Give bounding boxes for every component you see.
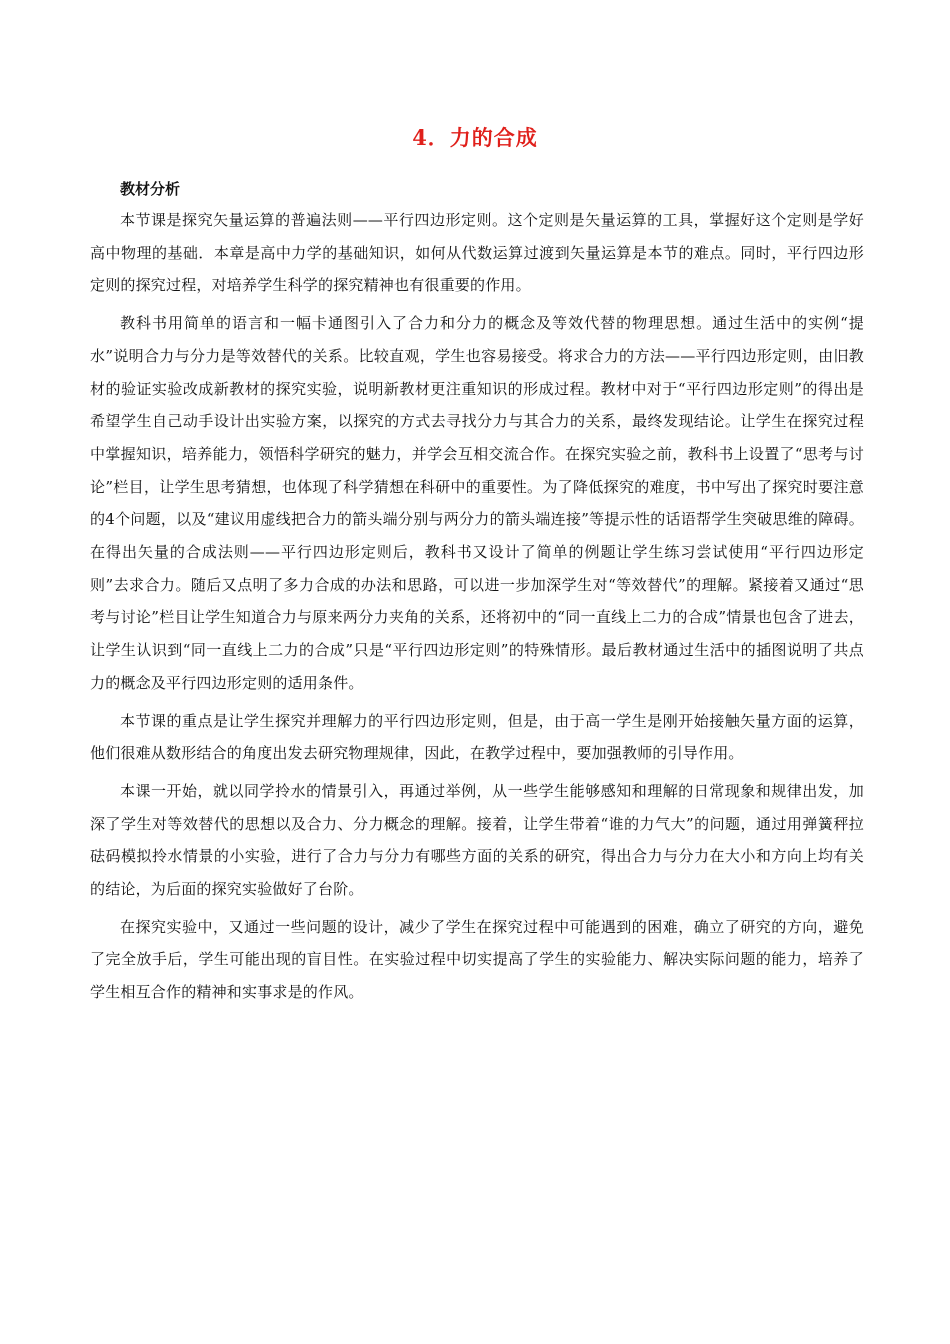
paragraph-4: 本课一开始，就以同学拎水的情景引入，再通过举例，从一些学生能够感知和理解的日常现象和规律出发，加深了学生对等效替代的思想以及合力、分力概念的理解。接着，让学生带着“谁的力气大”的问题，通过用弹簧秤拉砝码模拟拎水情景的小实验，进行了合力与分力有哪些方面的关系的研究，得出合力与分力在大小和方向上均有关的结论，为后面的探究实验做好了台阶。 — [90, 781, 864, 899]
paragraph-3: 本节课的重点是让学生探究并理解力的平行四边形定则，但是，由于高一学生是刚开始接触矢量方面的运算，他们很难从数形结合的角度出发去研究物理规律，因此，在教学过程中，要加强教师的引导作用。 — [90, 711, 864, 763]
page-title: 4．力的合成 — [412, 125, 538, 150]
paragraph-1: 本节课是探究矢量运算的普遍法则——平行四边形定则。这个定则是矢量运算的工具，掌握好这个定则是学好高中物理的基础．本章是高中力学的基础知识，如何从代数运算过渡到矢量运算是本节的难点。同时，平行四边形定则的探究过程，对培养学生科学的探究精神也有很重要的作用。 — [90, 211, 864, 295]
section-heading: 教材分析 — [120, 180, 181, 198]
paragraph-5: 在探究实验中，又通过一些问题的设计，减少了学生在探究过程中可能遇到的困难，确立了研究的方向，避免了完全放手后，学生可能出现的盲目性。在实验过程中切实提高了学生的实验能力、解决实际问题的能力，培养了学生相互合作的精神和实事求是的作风。 — [90, 917, 864, 1002]
document-body — [90, 204, 864, 1014]
paragraph-2: 教科书用简单的语言和一幅卡通图引入了合力和分力的概念及等效代替的物理思想。通过生活中的实例“提水”说明合力与分力是等效替代的关系。比较直观，学生也容易接受。将求合力的方法——平行四边形定则，由旧教材的验证实验改成新教材的探究实验，说明新教材更注重知识的形成过程。教材中对于“平行四边形定则”的得出是希望学生自己动手设计出实验方案，以探究的方式去寻找分力与其合力的关系，最终发现结论。让学生在探究过程中掌握知识，培养能力，领悟科学研究的魅力，并学会互相交流合作。在探究实验之前，教科书上设置了“思考与讨论”栏目，让学生思考猜想，也体现了科学猜想在科研中的重要性。为了降低探究的难度，书中写出了探究时要注意的4个问题，以及“建议用虚线把合力的箭头端分别与两分力的箭头端连接”等提示性的话语帮学生突破思维的障碍。在得出矢量的合成法则——平行四边形定则后，教科书又设计了简单的例题让学生练习尝试使用“平行四边形定则”去求合力。随后又点明了多力合成的办法和思路，可以进一步加深学生对“等效替代”的理解。紧接着又通过“思考与讨论”栏目让学生知道合力与原来两分力夹角的关系，还将初中的“同一直线上二力的合成”情景也包含了进去，让学生认识到“同一直线上二力的合成”只是“平行四边形定则”的特殊情形。最后教材通过生活中的插图说明了共点力的概念及平行四边形定则的适用条件。 — [90, 314, 864, 692]
